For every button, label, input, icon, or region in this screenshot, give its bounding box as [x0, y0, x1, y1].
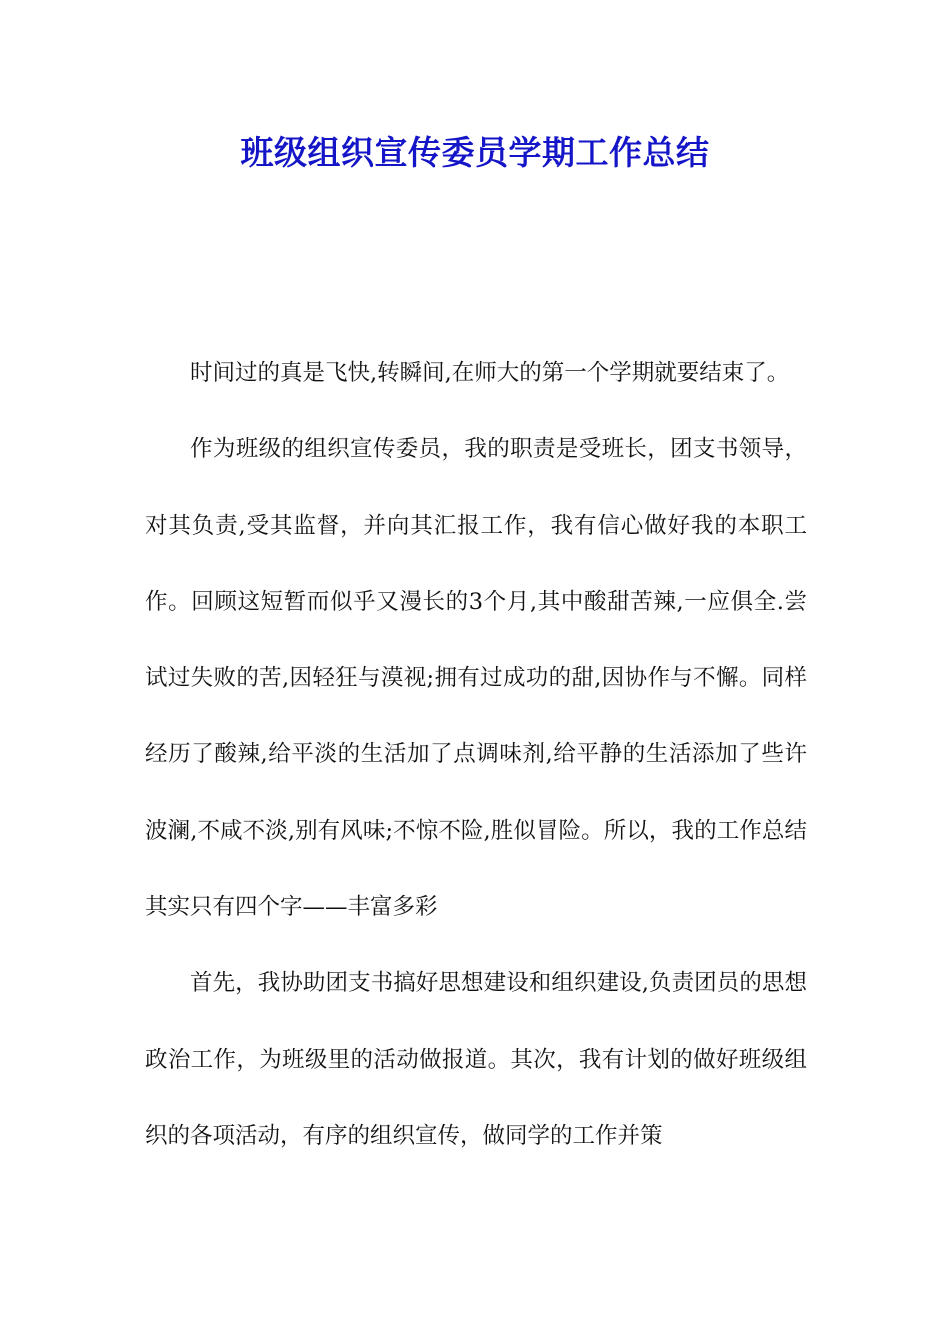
- document-title: 班级组织宣传委员学期工作总结: [240, 133, 710, 172]
- paragraph-2: 作为班级的组织宣传委员，我的职责是受班长，团支书领导，对其负责,受其监督，并向其汇报工作，我有信心做好我的本职工作。回顾这短暂而似乎又漫长的3个月,其中酸甜苦辣,一应俱全.尝试过失败的苦,因轻狂与漠视;拥有过成功的甜,因协作与不懈。同样经历了酸辣,给平淡的生活加了点调味剂,给平静的生活添加了些许波澜,不咸不淡,别有风味;不惊不险,胜似冒险。所以，我的工作总结其实只有四个字——丰富多彩: [145, 436, 807, 921]
- paragraph-3: 首先，我协助团支书搞好思想建设和组织建设,负责团员的思想政治工作，为班级里的活动做报道。其次，我有计划的做好班级组织的各项活动，有序的组织宣传，做同学的工作并策: [145, 970, 807, 1149]
- paragraph-1: 时间过的真是飞快,转瞬间,在师大的第一个学期就要结束了。: [190, 360, 790, 386]
- document-body: [145, 335, 807, 1174]
